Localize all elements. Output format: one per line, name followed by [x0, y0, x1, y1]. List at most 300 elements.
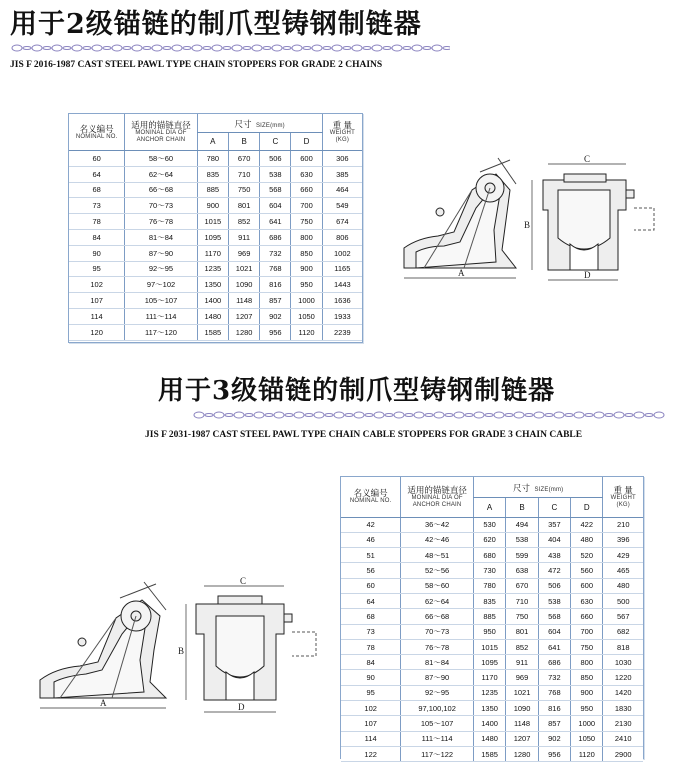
table-cell: 1015	[197, 214, 228, 230]
chain-link	[645, 414, 653, 417]
chain-link	[363, 47, 371, 50]
table-row	[341, 548, 643, 563]
section1-title: 用于2级锚链的制爪型铸钢制链器	[10, 9, 422, 40]
table-cell: 396	[603, 532, 643, 547]
chain-link	[574, 412, 584, 418]
table-cell: 1148	[228, 293, 259, 309]
table-cell: 1148	[506, 716, 538, 731]
table-cell: 1000	[291, 293, 322, 309]
table-cell: 357	[538, 517, 570, 532]
table-cell: 87～90	[401, 670, 474, 685]
table-cell: 1220	[603, 670, 643, 685]
chain-link	[343, 47, 351, 50]
table-cell: 404	[538, 532, 570, 547]
table-cell: 464	[322, 182, 362, 198]
table-cell: 90	[69, 245, 125, 261]
table-cell: 750	[506, 609, 538, 624]
section1-subtitle: JIS F 2016-1987 CAST STEEL PAWL TYPE CHAIN STOPPERS FOR GRADE 2 CHAINS	[10, 60, 383, 70]
chain-link	[372, 45, 382, 51]
table-cell: 92～95	[401, 685, 474, 700]
col-size: 尺寸 SIZE(mm)	[473, 477, 603, 497]
chain-link	[323, 47, 331, 50]
chain-divider-2	[192, 411, 667, 419]
table-cell: 538	[538, 593, 570, 608]
table-cell: 900	[291, 261, 322, 277]
table-cell: 1095	[197, 229, 228, 245]
chain-link	[434, 412, 444, 418]
table-cell: 84	[69, 229, 125, 245]
table-cell: 76～78	[401, 639, 474, 654]
table-row	[69, 229, 362, 245]
table-cell: 620	[473, 532, 505, 547]
table-cell: 68	[69, 182, 125, 198]
table-row	[69, 324, 362, 340]
table-cell: 857	[260, 293, 291, 309]
table-cell: 92～95	[125, 261, 197, 277]
col-dia: 适用的锚链直径 MONINAL DIA OF ANCHOR CHAIN	[401, 477, 474, 517]
table-cell: 429	[603, 548, 643, 563]
table-cell: 114	[341, 731, 401, 746]
dim-b-label: B	[178, 646, 185, 656]
table-cell: 674	[322, 214, 362, 230]
table-cell: 58～60	[401, 578, 474, 593]
table-cell: 62～64	[401, 593, 474, 608]
table-row	[341, 517, 643, 532]
table-cell: 670	[228, 151, 259, 167]
table-row	[341, 624, 643, 639]
table-row	[341, 746, 643, 761]
table-cell: 1443	[322, 277, 362, 293]
chain-link	[525, 414, 533, 417]
table-cell: 686	[538, 655, 570, 670]
table-cell: 835	[473, 593, 505, 608]
table-cell: 1021	[506, 685, 538, 700]
table-cell: 902	[260, 308, 291, 324]
table-cell: 64	[341, 593, 401, 608]
table-cell: 70～73	[401, 624, 474, 639]
chain-link	[172, 45, 182, 51]
table-cell: 549	[322, 198, 362, 214]
table-cell: 630	[291, 166, 322, 182]
table-cell: 732	[538, 670, 570, 685]
table-row	[341, 532, 643, 547]
table-cell: 480	[603, 578, 643, 593]
chain-link	[403, 47, 411, 50]
table-cell: 2239	[322, 324, 362, 340]
table-row	[69, 151, 362, 167]
table-cell: 48～51	[401, 548, 474, 563]
chain-link	[594, 412, 604, 418]
table-cell: 700	[571, 624, 603, 639]
table-row	[341, 731, 643, 746]
table-cell: 1207	[228, 308, 259, 324]
table-cell: 500	[603, 593, 643, 608]
chain-link	[305, 414, 313, 417]
table-row	[341, 685, 643, 700]
chain-link	[254, 412, 264, 418]
chain-link	[214, 412, 224, 418]
chain-link	[294, 412, 304, 418]
chain-link	[345, 414, 353, 417]
table-cell: 107	[341, 716, 401, 731]
chain-link	[303, 47, 311, 50]
chain-link	[103, 47, 111, 50]
chain-link	[23, 47, 31, 50]
chain-link	[554, 412, 564, 418]
table-cell: 800	[571, 655, 603, 670]
chain-link	[243, 47, 251, 50]
chain-link	[454, 412, 464, 418]
table-row	[341, 563, 643, 578]
table-cell: 911	[228, 229, 259, 245]
table-cell: 1280	[228, 324, 259, 340]
chain-link	[12, 45, 22, 51]
table-cell: 1002	[322, 245, 362, 261]
table-cell: 472	[538, 563, 570, 578]
table-cell: 1090	[228, 277, 259, 293]
table-cell: 76～78	[125, 214, 197, 230]
table-cell: 670	[506, 578, 538, 593]
table-cell: 641	[538, 639, 570, 654]
table-cell: 60	[341, 578, 401, 593]
table-cell: 51	[341, 548, 401, 563]
chain-link	[52, 45, 62, 51]
table-cell: 710	[506, 593, 538, 608]
table-cell: 1585	[197, 324, 228, 340]
table-cell: 2410	[603, 731, 643, 746]
table-row	[69, 308, 362, 324]
table-cell: 1933	[322, 308, 362, 324]
table-cell: 800	[291, 229, 322, 245]
chain-link	[534, 412, 544, 418]
col-nominal: 名义编号 NOMINAL NO.	[341, 477, 401, 517]
chain-link	[292, 45, 302, 51]
chain-link	[274, 412, 284, 418]
table-cell: 1235	[197, 261, 228, 277]
chain-link	[614, 412, 624, 418]
table-cell: 806	[322, 229, 362, 245]
table-cell: 66～68	[401, 609, 474, 624]
chain-link	[505, 414, 513, 417]
table-cell: 969	[506, 670, 538, 685]
table-cell: 885	[473, 609, 505, 624]
chain-link	[325, 414, 333, 417]
table-cell: 95	[341, 685, 401, 700]
table-cell: 956	[538, 746, 570, 761]
table-cell: 818	[603, 639, 643, 654]
table-cell: 68	[341, 609, 401, 624]
table-cell: 1165	[322, 261, 362, 277]
table-cell: 1636	[322, 293, 362, 309]
table-row	[69, 277, 362, 293]
table-cell: 1170	[197, 245, 228, 261]
chain-link	[223, 47, 231, 50]
chain-link	[263, 47, 271, 50]
table-cell: 42	[341, 517, 401, 532]
table-cell: 604	[260, 198, 291, 214]
table-row	[341, 609, 643, 624]
table-cell: 105～107	[401, 716, 474, 731]
table-cell: 111～114	[125, 308, 197, 324]
table-cell: 1400	[197, 293, 228, 309]
chain-link	[432, 45, 442, 51]
table-cell: 120	[69, 324, 125, 340]
table-cell: 530	[473, 517, 505, 532]
chain-link	[392, 45, 402, 51]
chain-link	[163, 47, 171, 50]
chain-link	[585, 414, 593, 417]
table-cell: 1480	[197, 308, 228, 324]
table-cell: 956	[260, 324, 291, 340]
chain-link	[225, 414, 233, 417]
table-cell: 122	[341, 746, 401, 761]
chain-link	[423, 47, 431, 50]
table-cell: 599	[506, 548, 538, 563]
table-cell: 117～122	[401, 746, 474, 761]
chain-link	[332, 45, 342, 51]
table-cell: 42～46	[401, 532, 474, 547]
table-cell: 1095	[473, 655, 505, 670]
dim-a-label: A	[458, 268, 465, 278]
table-cell: 538	[506, 532, 538, 547]
table-cell: 105～107	[125, 293, 197, 309]
table-cell: 732	[260, 245, 291, 261]
table-cell: 710	[228, 166, 259, 182]
table-cell: 682	[603, 624, 643, 639]
table-cell: 66～68	[125, 182, 197, 198]
table-cell: 1830	[603, 701, 643, 716]
table-cell: 801	[506, 624, 538, 639]
chain-link	[112, 45, 122, 51]
table-cell: 56	[341, 563, 401, 578]
table-cell: 87～90	[125, 245, 197, 261]
table-cell: 1420	[603, 685, 643, 700]
table-row	[69, 214, 362, 230]
table-row	[69, 293, 362, 309]
dim-c-label: C	[584, 154, 591, 164]
chain-link	[443, 47, 450, 50]
table-cell: 567	[603, 609, 643, 624]
chain-link	[245, 414, 253, 417]
table-row	[341, 655, 643, 670]
dim-a-label: A	[100, 698, 107, 708]
dim-c-label: C	[240, 576, 247, 586]
table-cell: 750	[571, 639, 603, 654]
table-cell: 114	[69, 308, 125, 324]
chain-link	[32, 45, 42, 51]
table-cell: 111～114	[401, 731, 474, 746]
table-cell: 97,100,102	[401, 701, 474, 716]
table-cell: 1090	[506, 701, 538, 716]
table-row	[69, 182, 362, 198]
col-weight: 重 量 WEIGHT (KG)	[322, 114, 362, 151]
table-cell: 768	[260, 261, 291, 277]
chain-link	[192, 45, 202, 51]
table-cell: 117～120	[125, 324, 197, 340]
table-cell: 852	[228, 214, 259, 230]
chain-link	[394, 412, 404, 418]
table-cell: 604	[538, 624, 570, 639]
table-cell: 78	[341, 639, 401, 654]
chain-link	[183, 47, 191, 50]
table-cell: 768	[538, 685, 570, 700]
table-cell: 857	[538, 716, 570, 731]
table-cell: 107	[69, 293, 125, 309]
chain-link	[203, 47, 211, 50]
table-cell: 97～102	[125, 277, 197, 293]
chain-link	[474, 412, 484, 418]
chain-link	[625, 414, 633, 417]
chain-link	[312, 45, 322, 51]
table-cell: 64	[69, 166, 125, 182]
chain-link	[72, 45, 82, 51]
table-cell: 62～64	[125, 166, 197, 182]
table-cell: 1585	[473, 746, 505, 761]
chain-link	[634, 412, 644, 418]
table-cell: 1021	[228, 261, 259, 277]
chain-link	[565, 414, 573, 417]
table-cell: 422	[571, 517, 603, 532]
table-cell: 78	[69, 214, 125, 230]
table-row	[69, 261, 362, 277]
table-cell: 1000	[571, 716, 603, 731]
table-cell: 52～56	[401, 563, 474, 578]
table-row	[341, 716, 643, 731]
table-cell: 494	[506, 517, 538, 532]
chain-link	[265, 414, 273, 417]
chain-link	[354, 412, 364, 418]
table-cell: 60	[69, 151, 125, 167]
spec-table-grade2: 名义编号 NOMINAL NO. 适用的锚链直径 MONINAL DIA OF ANCHOR CHAIN 尺寸 SIZE(mm) 重 量 WEIGHT (KG) A B C D 60 58～60 780 670 506 600 306 64 62～64 835 710 538 630 385 68 66～68 885 750 568 660 464 73 70～73 900 801 604 700 549 78 76～78 1015 852 641 750 674 84 81～84 1095 911 686 800 806 90 87～90 1170 969 732 850 1002 95 92～95 1235 1021 768 900 1165 102 97～102 1350 1090 816 950 1443 107 105～107 1400 1148 857 1000 1636 114 111～114 1480 1207 902 1050 1933 120 117～120 1585 1280 956 1120 2239	[69, 114, 362, 341]
chain-link	[365, 414, 373, 417]
table-cell: 900	[571, 685, 603, 700]
table-cell: 210	[603, 517, 643, 532]
table-cell: 750	[228, 182, 259, 198]
table-row	[341, 593, 643, 608]
table-cell: 385	[322, 166, 362, 182]
chain-link	[605, 414, 613, 417]
table-cell: 438	[538, 548, 570, 563]
table-cell: 1280	[506, 746, 538, 761]
table-cell: 686	[260, 229, 291, 245]
dim-b-label: B	[524, 220, 531, 230]
chain-link	[334, 412, 344, 418]
table-cell: 600	[291, 151, 322, 167]
table-cell: 2900	[603, 746, 643, 761]
chain-link	[314, 412, 324, 418]
table-cell: 950	[291, 277, 322, 293]
chain-link	[272, 45, 282, 51]
stopper-drawing-grade2	[398, 150, 670, 290]
table-cell: 780	[473, 578, 505, 593]
table-cell: 1050	[571, 731, 603, 746]
table-cell: 95	[69, 261, 125, 277]
table-cell: 801	[228, 198, 259, 214]
table-cell: 70～73	[125, 198, 197, 214]
table-cell: 102	[69, 277, 125, 293]
chain-link	[385, 414, 393, 417]
section2-subtitle: JIS F 2031-1987 CAST STEEL PAWL TYPE CHAIN CABLE STOPPERS FOR GRADE 3 CHAIN CABLE	[145, 430, 583, 440]
section2-title: 用于3级锚链的制爪型铸钢制链器	[158, 376, 556, 406]
chain-link	[383, 47, 391, 50]
chain-link	[405, 414, 413, 417]
table-cell: 73	[69, 198, 125, 214]
chain-link	[132, 45, 142, 51]
table-cell: 306	[322, 151, 362, 167]
spec-table-grade3: 名义编号 NOMINAL NO. 适用的锚链直径 MONINAL DIA OF ANCHOR CHAIN 尺寸 SIZE(mm) 重 量 WEIGHT (KG) A B C D 42 36～42 530 494 357 422 210 46 42～46 620 538 404 480 396 51 48～51 680 599 438 520 429 56 52～56 730 638 472 560 465 60 58～60 780 670 506 600 480 64 62～64 835 710 538 630 500 68 66～68 885 750 568 660 567 73 70～73 950 801 604 700 682 78 76～78 1015 852 641 750 818 84 81～84 1095 911 686 800 1030 90 87～90 1170 969 732 850 1220 95 92～95 1235 1021 768 900 1420 102 97,100,102 1350 1090 816 950 1830 107 105～107 1400 1148 857 1000 2130 114 111～114 1480 1207 902 1050 2410 122 117～122 1585 1280 956 1120 2900	[341, 477, 643, 762]
table-row	[69, 245, 362, 261]
table-cell: 680	[473, 548, 505, 563]
table-cell: 1170	[473, 670, 505, 685]
chain-link	[152, 45, 162, 51]
col-weight: 重 量 WEIGHT (KG)	[603, 477, 643, 517]
table-cell: 852	[506, 639, 538, 654]
table-cell: 2130	[603, 716, 643, 731]
chain-link	[445, 414, 453, 417]
table-cell: 1480	[473, 731, 505, 746]
table-cell: 84	[341, 655, 401, 670]
chain-link	[514, 412, 524, 418]
chain-link	[83, 47, 91, 50]
chain-link	[412, 45, 422, 51]
table-cell: 750	[291, 214, 322, 230]
chain-link	[485, 414, 493, 417]
table-row	[341, 701, 643, 716]
chain-link	[654, 412, 664, 418]
table-cell: 1120	[291, 324, 322, 340]
table-cell: 900	[197, 198, 228, 214]
table-cell: 46	[341, 532, 401, 547]
table-row	[69, 198, 362, 214]
table-cell: 1350	[197, 277, 228, 293]
table-row	[341, 578, 643, 593]
chain-link	[374, 412, 384, 418]
table-cell: 630	[571, 593, 603, 608]
chain-link	[92, 45, 102, 51]
table-cell: 969	[228, 245, 259, 261]
table-cell: 90	[341, 670, 401, 685]
dim-d-label: D	[238, 702, 245, 712]
table-cell: 660	[571, 609, 603, 624]
table-cell: 1015	[473, 639, 505, 654]
table-cell: 560	[571, 563, 603, 578]
table-cell: 81～84	[401, 655, 474, 670]
table-cell: 950	[571, 701, 603, 716]
chain-link	[234, 412, 244, 418]
table-cell: 102	[341, 701, 401, 716]
chain-link	[43, 47, 51, 50]
stopper-drawing-grade3	[20, 570, 338, 720]
chain-link	[285, 414, 293, 417]
col-nominal: 名义编号 NOMINAL NO.	[69, 114, 125, 151]
table-cell: 780	[197, 151, 228, 167]
table-cell: 1120	[571, 746, 603, 761]
table-cell: 1050	[291, 308, 322, 324]
chain-link	[465, 414, 473, 417]
chain-link	[232, 45, 242, 51]
table-row	[69, 166, 362, 182]
table-cell: 911	[506, 655, 538, 670]
table-cell: 700	[291, 198, 322, 214]
table-cell: 506	[260, 151, 291, 167]
table-cell: 1030	[603, 655, 643, 670]
chain-link	[194, 412, 204, 418]
table-cell: 850	[291, 245, 322, 261]
table-cell: 1207	[506, 731, 538, 746]
table-cell: 850	[571, 670, 603, 685]
table-cell: 480	[571, 532, 603, 547]
table-row	[341, 670, 643, 685]
